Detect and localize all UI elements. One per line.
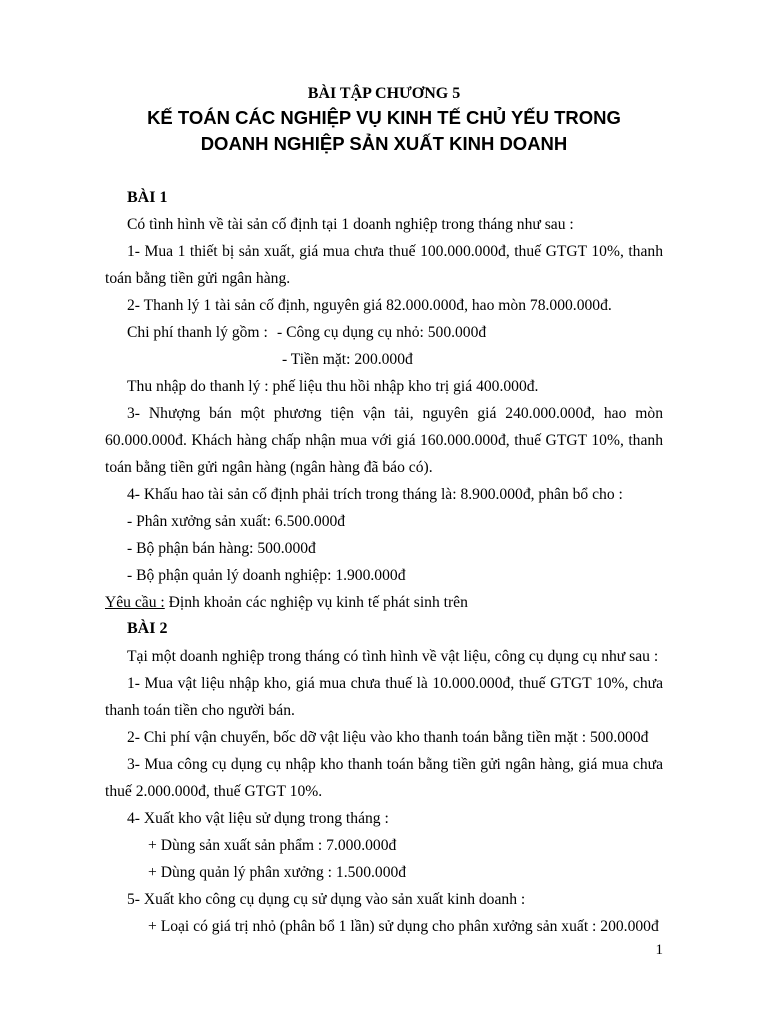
bai1-item2: 2- Thanh lý 1 tài sản cố định, nguyên giá 82.000.000đ, hao mòn 78.000.000đ. xyxy=(127,297,612,314)
bai1-item3-line1: 3- Nhượng bán một phương tiện vận tải, nguyên giá 240.000.000đ, hao mòn xyxy=(127,405,663,422)
bai1-alloc-b: - Bộ phận bán hàng: 500.000đ xyxy=(127,540,316,557)
bai2-item4-b: + Dùng quản lý phân xưởng : 1.500.000đ xyxy=(148,864,407,881)
bai1-requirement xyxy=(105,593,468,613)
bai1-alloc-c: - Bộ phận quản lý doanh nghiệp: 1.900.000đ xyxy=(127,567,406,584)
bai1-cost-b: - Tiền mặt: 200.000đ xyxy=(282,351,413,368)
bai1-item1-line1: 1- Mua 1 thiết bị sản xuất, giá mua chưa thuế 100.000.000đ, thuế GTGT 10%, thanh xyxy=(127,243,663,260)
bai1-intro: Có tình hình về tài sản cố định tại 1 doanh nghiệp trong tháng như sau : xyxy=(127,216,574,233)
bai2-item3-line2: thuế 2.000.000đ, thuế GTGT 10%. xyxy=(105,783,323,800)
title-line-1: KẾ TOÁN CÁC NGHIỆP VỤ KINH TẾ CHỦ YẾU TRONG xyxy=(147,107,621,128)
bai2-item1-line1: 1- Mua vật liệu nhập kho, giá mua chưa thuế là 10.000.000đ, thuế GTGT 10%, chưa xyxy=(127,675,663,692)
bai2-heading: BÀI 2 xyxy=(127,620,168,637)
bai2-item5-a: + Loại có giá trị nhỏ (phân bổ 1 lần) sử dụng cho phân xưởng sản xuất : 200.000đ xyxy=(148,918,659,935)
bai1-item4: 4- Khấu hao tài sản cố định phải trích trong tháng là: 8.900.000đ, phân bổ cho : xyxy=(127,486,623,503)
bai1-heading: BÀI 1 xyxy=(127,189,168,206)
requirement-text: Định khoản các nghiệp vụ kinh tế phát sinh trên xyxy=(164,594,468,611)
bai2-item2: 2- Chi phí vận chuyển, bốc dỡ vật liệu vào kho thanh toán bằng tiền mặt : 500.000đ xyxy=(127,729,649,746)
chapter-heading: BÀI TẬP CHƯƠNG 5 xyxy=(307,85,461,102)
bai2-item4-a: + Dùng sản xuất sản phẩm : 7.000.000đ xyxy=(148,837,397,854)
bai1-item3-line2: 60.000.000đ. Khách hàng chấp nhận mua với giá 160.000.000đ, thuế GTGT 10%, thanh xyxy=(105,432,663,449)
bai1-cost-a: - Công cụ dụng cụ nhỏ: 500.000đ xyxy=(277,324,487,341)
title-line-2: DOANH NGHIỆP SẢN XUẤT KINH DOANH xyxy=(200,133,568,154)
bai1-cost-label: Chi phí thanh lý gồm : xyxy=(127,324,268,341)
bai2-item4: 4- Xuất kho vật liệu sử dụng trong tháng : xyxy=(127,810,389,827)
bai1-item1-line2: toán bằng tiền gửi ngân hàng. xyxy=(105,270,291,287)
bai2-item3-line1: 3- Mua công cụ dụng cụ nhập kho thanh toán bằng tiền gửi ngân hàng, giá mua chưa xyxy=(127,756,663,773)
requirement-label: Yêu cầu : xyxy=(105,594,165,611)
bai2-intro: Tại một doanh nghiệp trong tháng có tình hình về vật liệu, công cụ dụng cụ như sau : xyxy=(127,648,659,665)
bai1-alloc-a: - Phân xưởng sản xuất: 6.500.000đ xyxy=(127,513,346,530)
bai1-item3-line3: toán bằng tiền gửi ngân hàng (ngân hàng đã báo có). xyxy=(105,459,433,476)
bai1-income: Thu nhập do thanh lý : phế liệu thu hồi nhập kho trị giá 400.000đ. xyxy=(127,378,539,395)
bai2-item5: 5- Xuất kho công cụ dụng cụ sử dụng vào sản xuất kinh doanh : xyxy=(127,891,526,908)
bai2-item1-line2: thanh toán tiền cho người bán. xyxy=(105,702,295,719)
page-number: 1 xyxy=(655,942,663,958)
